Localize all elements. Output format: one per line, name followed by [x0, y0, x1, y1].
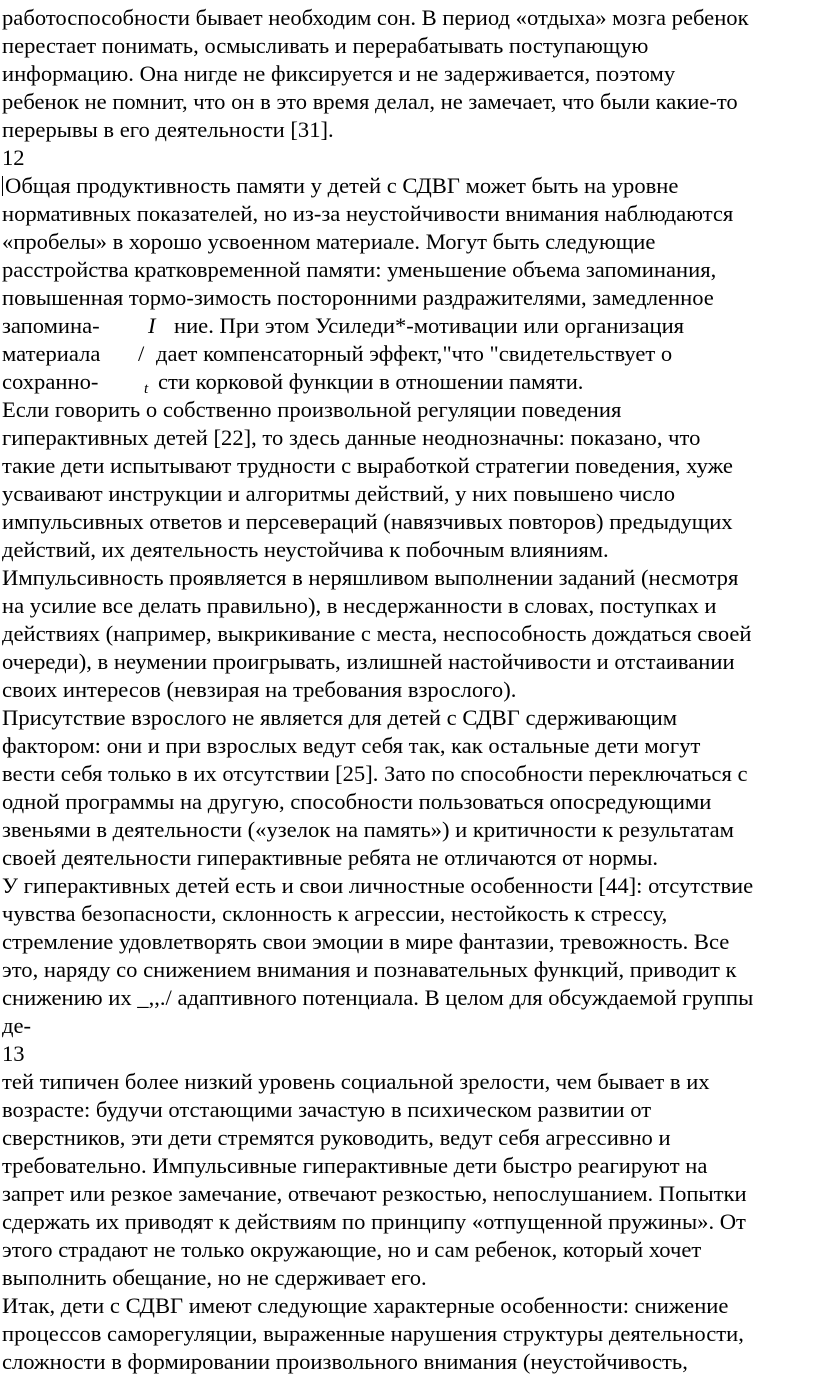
text-line: это, наряду со снижением внимания и познавательных функций, приводит к	[2, 957, 737, 982]
page-number: 13	[2, 1041, 25, 1066]
text-line: процессов саморегуляции, выраженные нарушения структуры деятельности,	[2, 1321, 744, 1346]
text-line: импульсивных ответов и персевераций (навязчивых повторов) предыдущих	[2, 509, 733, 534]
scan-artifact-mark: /	[138, 341, 145, 366]
text-line: расстройства кратковременной памяти: уменьшение объема запоминания,	[2, 257, 717, 282]
scan-artifact-mark: I	[148, 313, 156, 338]
text-line: де-	[2, 1013, 32, 1038]
text-line: чувства безопасности, склонность к агрессии, нестойкость к стрессу,	[2, 901, 668, 926]
text-line	[2, 172, 678, 200]
text-line: этого страдают не только окружающие, но и сам ребенок, который хочет	[2, 1237, 702, 1262]
page-number: 12	[2, 145, 25, 170]
text-line: перерывы в его деятельности [31].	[2, 117, 334, 142]
text-line: «пробелы» в хорошо усвоенном материале. Могут быть следующие	[2, 229, 656, 254]
text-line: запрет или резкое замечание, отвечают резкостью, непослушанием. Попытки	[2, 1181, 747, 1206]
text-line: такие дети испытывают трудности с выработкой стратегии поведения, хуже	[2, 453, 733, 478]
text-line: нормативных показателей, но из-за неустойчивости внимания наблюдаются	[2, 201, 734, 226]
text-fragment: запомина-	[2, 313, 100, 338]
text-line: сверстников, эти дети стремятся руководить, ведут себя агрессивно и	[2, 1125, 671, 1150]
scan-artifact-mark: t	[144, 381, 149, 397]
text-line: У гиперактивных детей есть и свои личностные особенности [44]: отсутствие	[2, 873, 754, 898]
text-line: возрасте: будучи отстающими зачастую в психическом развитии от	[2, 1097, 652, 1122]
text-fragment: сти корковой функции в отношении памяти.	[158, 369, 584, 394]
text-line: Итак, дети с СДВГ имеют следующие характерные особенности: снижение	[2, 1293, 729, 1318]
text-line: работоспособности бывает необходим сон. В период «отдыха» мозга ребенок	[2, 5, 749, 30]
text-line: действий, их деятельность неустойчива к побочным влияниям.	[2, 537, 609, 562]
text-line: действиях (например, выкрикивание с места, неспособность дождаться своей	[2, 621, 752, 646]
text-fragment: сохранно-	[2, 369, 99, 394]
text-fragment: дает компенсаторный эффект,"что "свидетельствует о	[156, 341, 673, 366]
text-line: перестает понимать, осмысливать и перерабатывать поступающую	[2, 33, 649, 58]
text-line: повышенная тормо-зимость посторонними раздражителями, замедленное	[2, 285, 714, 310]
text-line: своих интересов (невзирая на требования взрослого).	[2, 677, 517, 702]
text-line: своей деятельности гиперактивные ребята не отличаются от нормы.	[2, 845, 659, 870]
text-line: звеньями в деятельности («узелок на память») и критичности к результатам	[2, 817, 734, 842]
text-line: Если говорить о собственно произвольной регуляции поведения	[2, 397, 622, 422]
text-line: стремление удовлетворять свои эмоции в мире фантазии, тревожность. Все	[2, 929, 730, 954]
text-line: информацию. Она нигде не фиксируется и не задерживается, поэтому	[2, 61, 676, 86]
text-line: на усилие все делать правильно), в несдержанности в словах, поступках и	[2, 593, 717, 618]
text-line: очереди), в неумении проигрывать, излишней настойчивости и отстаивании	[2, 649, 735, 674]
text-line: требовательно. Импульсивные гиперактивные дети быстро реагируют на	[2, 1153, 708, 1178]
text-cursor-mark	[2, 176, 3, 196]
text-line: сложности в формировании произвольного внимания (неустойчивость,	[2, 1349, 688, 1374]
text-line: снижению их _,,./ адаптивного потенциала. В целом для обсуждаемой группы	[2, 985, 754, 1010]
text-line: вести себя только в их отсутствии [25]. Зато по способности переключаться с	[2, 761, 748, 786]
text-fragment: материала	[2, 341, 101, 366]
text-line: выполнить обещание, но не сдерживает его.	[2, 1265, 427, 1290]
text-line: сдержать их приводят к действиям по принципу «отпущенной пружины». От	[2, 1209, 746, 1234]
text-line: фактором: они и при взрослых ведут себя так, как остальные дети могут	[2, 733, 701, 758]
text-line: ребенок не помнит, что он в это время делал, не замечает, что были какие-то	[2, 89, 738, 114]
text-fragment: ние. При этом Усиледи*-мотивации или организация	[174, 313, 685, 338]
text-line: усваивают инструкции и алгоритмы действий, у них повышено число	[2, 481, 675, 506]
text-line: тей типичен более низкий уровень социальной зрелости, чем бывает в их	[2, 1069, 710, 1094]
text-fragment: Общая продуктивность памяти у детей с СДВГ может быть на уровне	[5, 173, 679, 198]
text-line: Присутствие взрослого не является для детей с СДВГ сдерживающим	[2, 705, 678, 730]
text-line: гиперактивных детей [22], то здесь данные неоднозначны: показано, что	[2, 425, 701, 450]
text-line: одной программы на другую, способности пользоваться опосредующими	[2, 789, 712, 814]
text-line: Импульсивность проявляется в неряшливом выполнении заданий (несмотря	[2, 565, 739, 590]
